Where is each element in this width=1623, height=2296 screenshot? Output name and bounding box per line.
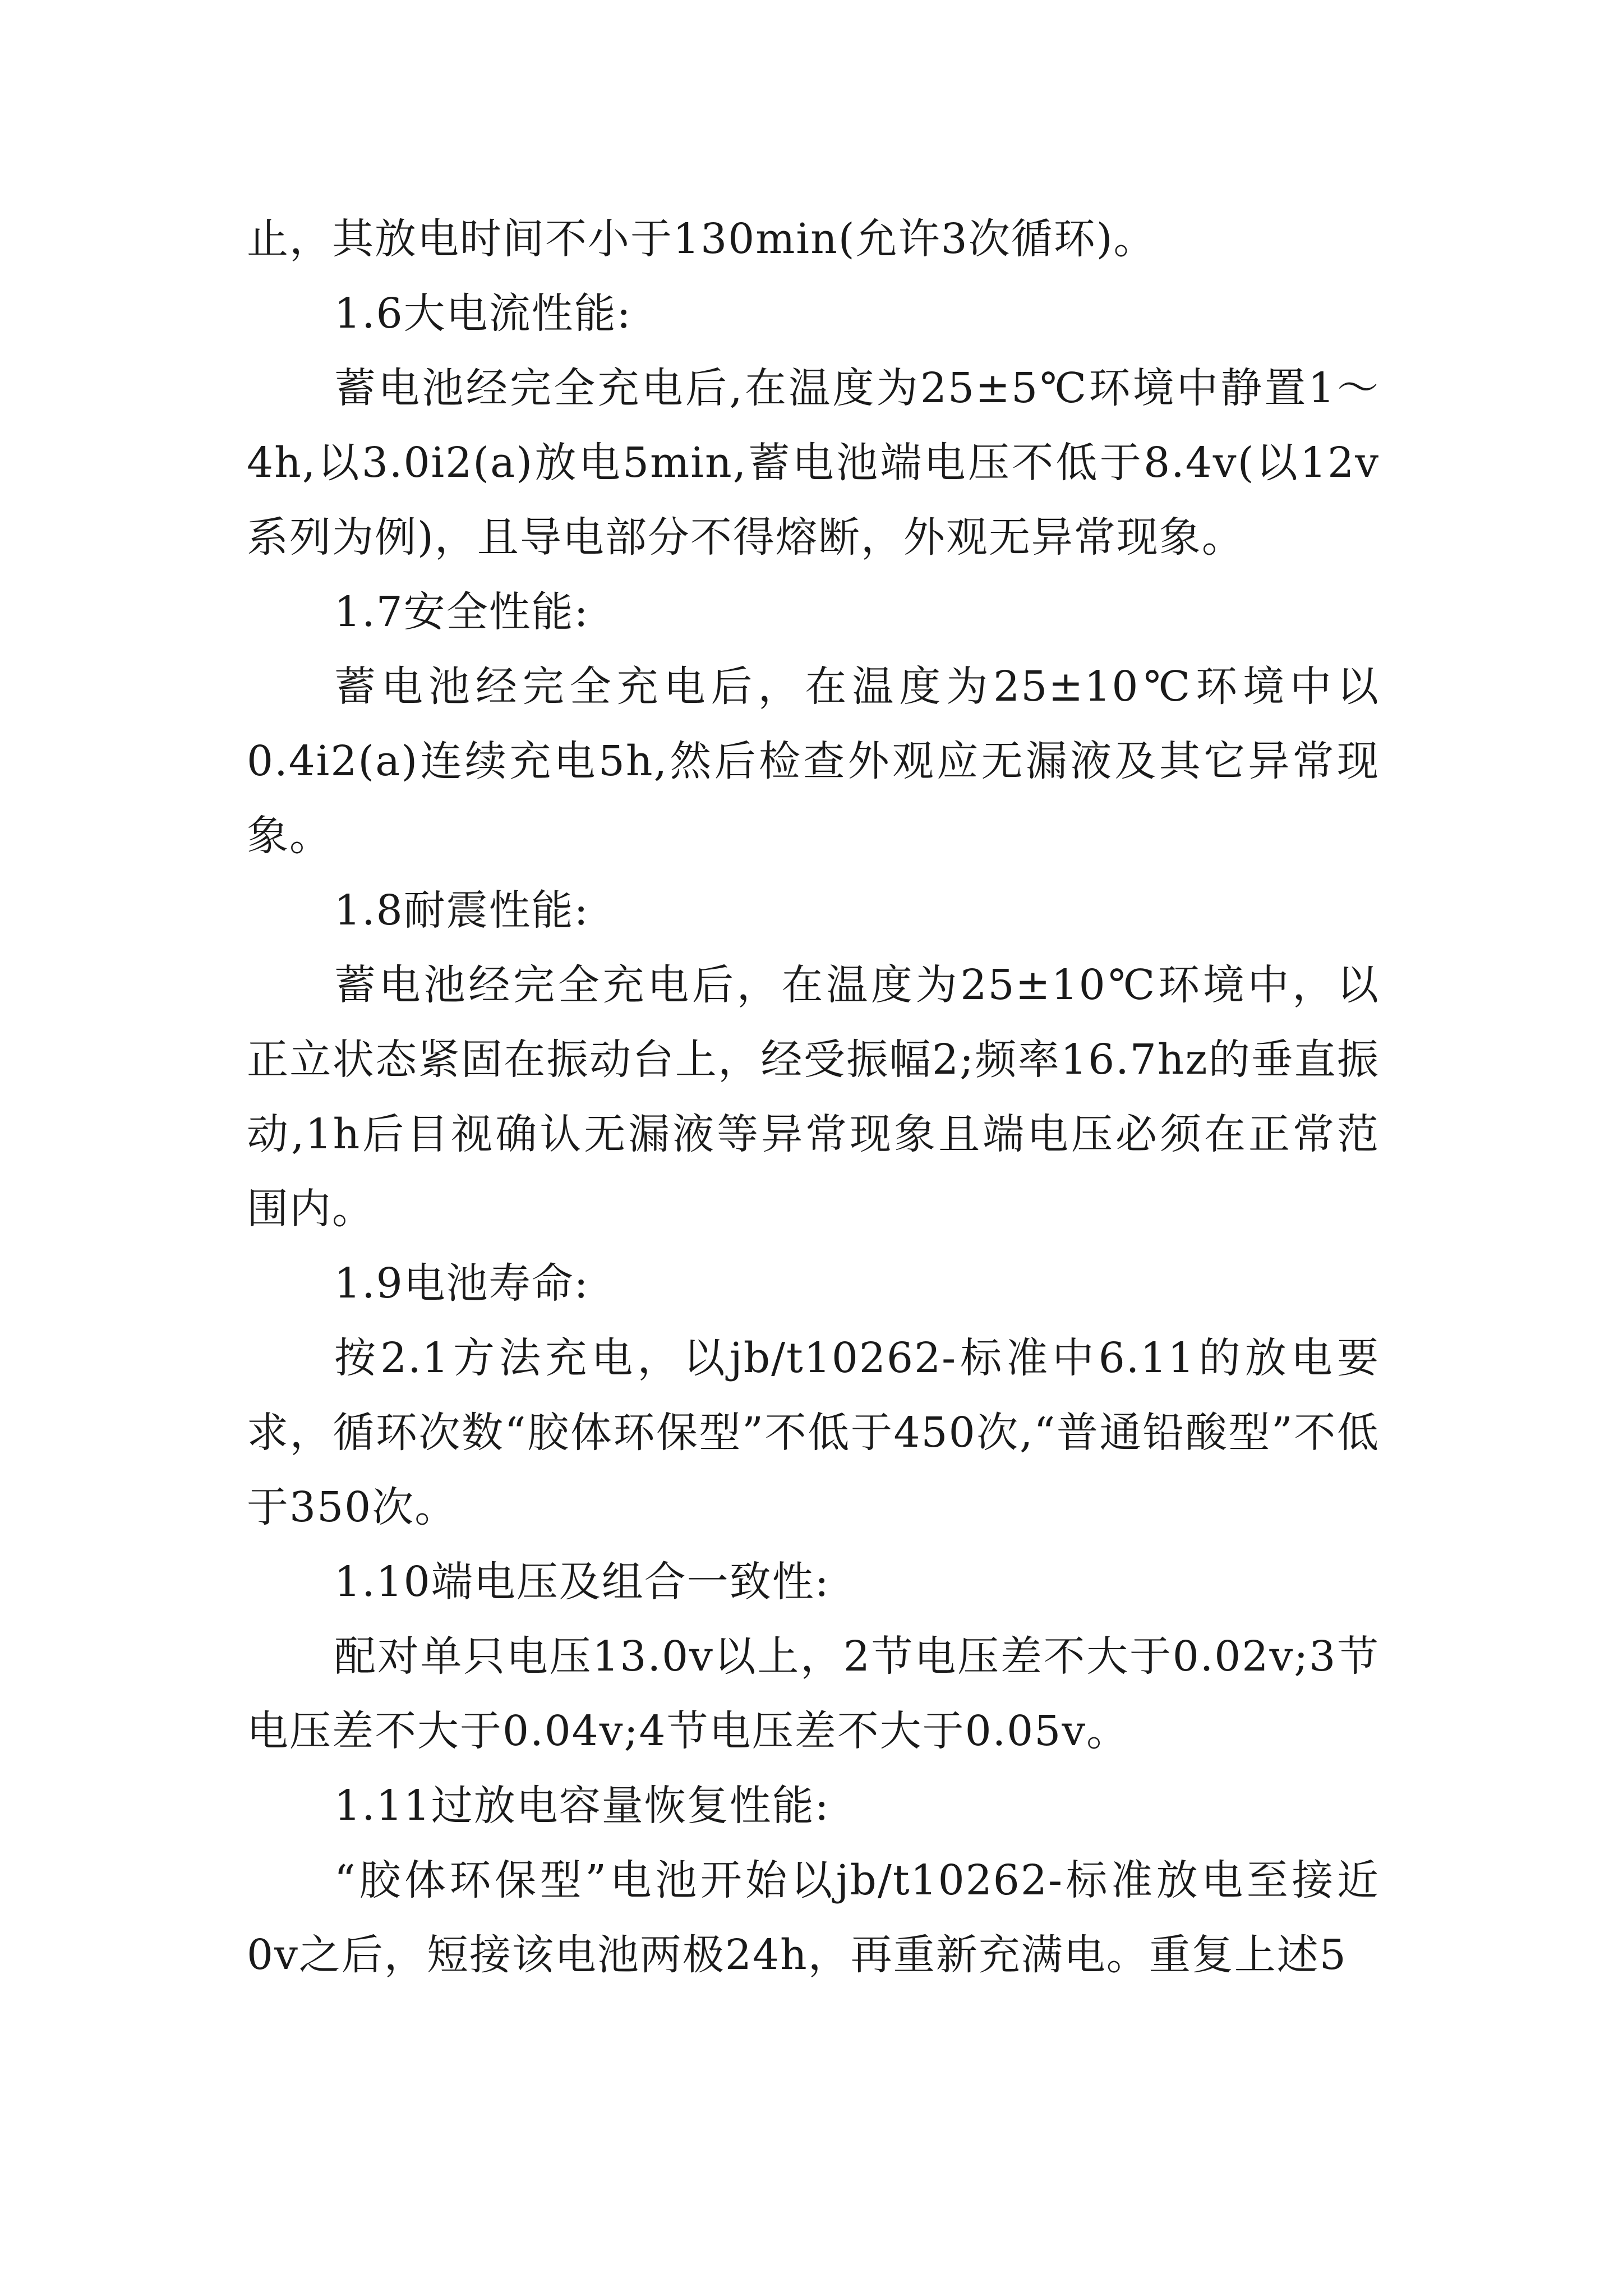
document-page: [247, 202, 1380, 1993]
paragraph-battery-life: 按2.1方法充电，以jb/t10262-标准中6.11的放电要求，循环次数“胶体环保型”不低于450次,“普通铅酸型”不低于350次。: [247, 1334, 1380, 1531]
paragraph-high-current: 蓄电池经完全充电后,在温度为25±5℃环境中静置1～4h,以3.0i2(a)放电5min,蓄电池端电压不低于8.4v(以12v系列为例)，且导电部分不得熔断，外观无异常现象。: [247, 364, 1380, 562]
paragraph-vibration: 蓄电池经完全充电后，在温度为25±10℃环境中，以正立状态紧固在振动台上，经受振幅2;频率16.7hz的垂直振动,1h后目视确认无漏液等异常现象且端电压必须在正常范围内。: [247, 961, 1380, 1233]
heading-1-10-terminal-voltage: 1.10端电压及组合一致性:: [334, 1558, 830, 1606]
paragraph-terminal-voltage: 配对单只电压13.0v以上，2节电压差不大于0.02v;3节电压差不大于0.04v;4节电压差不大于0.05v。: [247, 1632, 1380, 1755]
heading-1-6-high-current: 1.6大电流性能:: [334, 289, 632, 338]
paragraph-over-discharge: “胶体环保型”电池开始以jb/t10262-标准放电至接近0v之后，短接该电池两极24h，再重新充满电。重复上述5: [247, 1856, 1380, 1979]
heading-1-11-over-discharge: 1.11过放电容量恢复性能:: [334, 1782, 830, 1830]
heading-1-9-battery-life: 1.9电池寿命:: [334, 1259, 589, 1308]
paragraph-safety: 蓄电池经完全充电后，在温度为25±10℃环境中以0.4i2(a)连续充电5h,然后检查外观应无漏液及其它异常现象。: [247, 662, 1380, 860]
heading-1-8-vibration: 1.8耐震性能:: [334, 886, 589, 935]
heading-1-7-safety: 1.7安全性能:: [334, 588, 589, 636]
paragraph-continuation: 止，其放电时间不小于130min(允许3次循环)。: [247, 215, 1156, 263]
